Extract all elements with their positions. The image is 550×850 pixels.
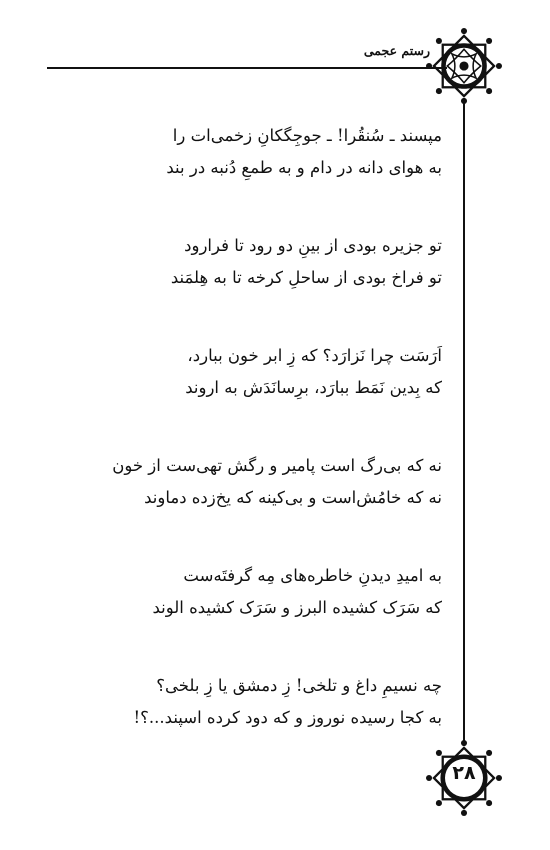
poem — [62, 120, 442, 780]
stanza — [62, 340, 442, 404]
page-number: ۲۸ — [452, 762, 476, 784]
running-header-title: رستم عجمی — [363, 43, 430, 58]
verse-line: چه نسیمِ داغ و تلخی! زِ دمشق یا زِ بلخی؟ — [156, 676, 442, 695]
verse-line: نه که خامُش‌است و بی‌کینه که یخ‌زده دماوند — [144, 488, 442, 507]
verse-line: به هوای دانه در دام و به طمعِ دُنبه در بند — [166, 158, 442, 177]
verse-line: که بِدین نَمَط ببارَد، برِسانَدَش به اروند — [185, 378, 442, 397]
verse-line: تو جزیره بودی از بینِ دو رود تا فرارود — [184, 236, 442, 255]
stanza — [62, 670, 442, 734]
stanza — [62, 450, 442, 514]
stanza — [62, 560, 442, 624]
header-rule — [47, 67, 447, 69]
verse-line: نه که بی‌رگ است پامیر و رگش تهی‌ست از خون — [112, 456, 442, 475]
verse-line: تو فراخ بودی از ساحلِ کرخه تا به هِلمَند — [170, 268, 442, 287]
verse-line: مپسند ـ سُنقُرا! ـ جوجِگکانِ زخمی‌ات را — [172, 126, 442, 145]
stanza — [62, 230, 442, 294]
verse-line: که سَرَک کشیده البرز و سَرَک کشیده الوند — [152, 598, 442, 617]
verse-line: به امیدِ دیدنِ خاطره‌های مِه گرفتَه‌ست — [183, 566, 442, 585]
ornament-rosette-icon — [426, 28, 502, 104]
side-rule — [463, 100, 465, 745]
verse-line: به کجا رسیده نوروز و که دود کرده اسپند...؟! — [133, 708, 442, 727]
verse-line: اَرَسَت چرا نَزارَد؟ که زِ ابر خون ببارد، — [187, 346, 442, 365]
stanza — [62, 120, 442, 184]
